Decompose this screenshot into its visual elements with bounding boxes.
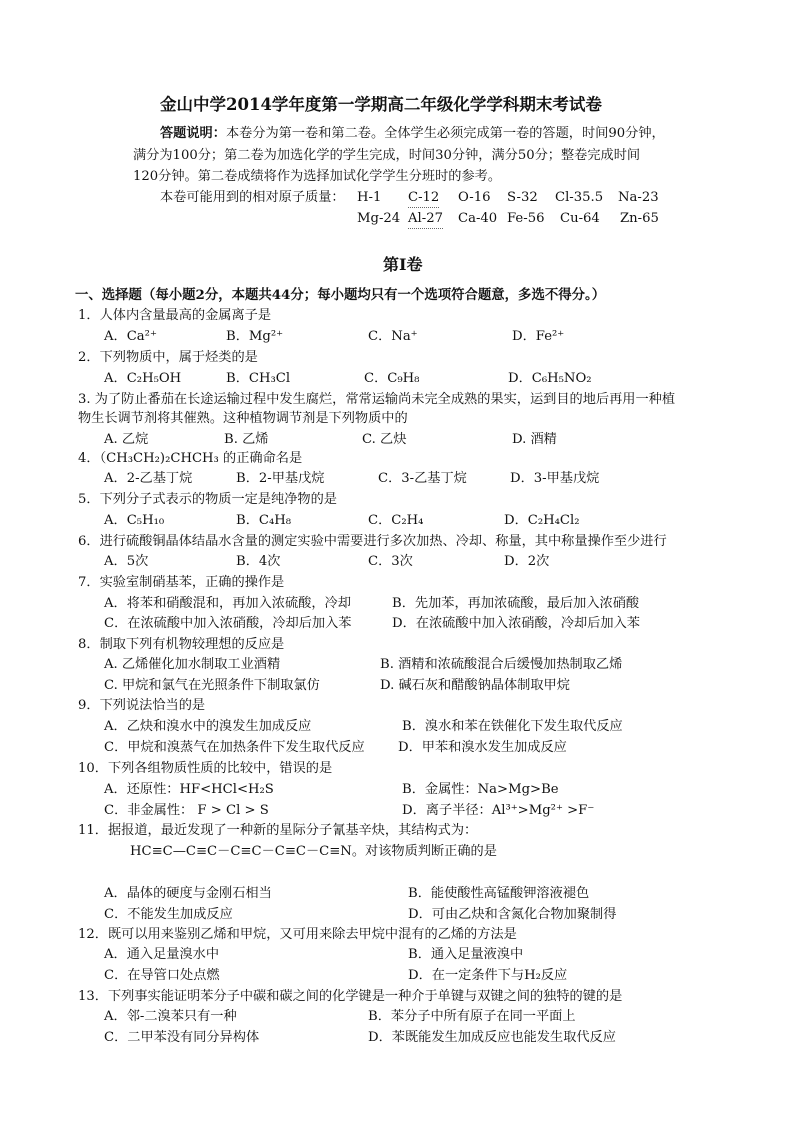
instructions-line2: 满分为100分；第二卷为加选化学的学生完成，时间30分钟，满分50分；整卷完成时间 xyxy=(133,148,641,163)
question-stem: 8．制取下列有机物较理想的反应是 xyxy=(78,637,285,652)
option-b: B．CH₃Cl xyxy=(226,371,291,386)
instructions-text-1: 本卷分为第一卷和第二卷。全体学生必须完成第一卷的答题，时间90分钟， xyxy=(225,126,665,141)
option-b: B．能使酸性高锰酸钾溶液褪色 xyxy=(408,886,590,901)
option-c: C．C₂H₄ xyxy=(368,513,424,528)
option-d: D. 酒精 xyxy=(512,432,557,447)
option-d: D．离子半径：Al³⁺>Mg²⁺ >F⁻ xyxy=(402,803,595,818)
option-b: B．溴水和苯在铁催化下发生取代反应 xyxy=(402,719,623,734)
option-d: D．在一定条件下与H₂反应 xyxy=(408,968,568,983)
atomic-mass-zn: Zn-65 xyxy=(620,211,659,226)
option-c: C．Na⁺ xyxy=(368,329,418,344)
option-c: C．非金属性： F > Cl > S xyxy=(104,803,269,818)
atomic-mass-s: S-32 xyxy=(507,190,538,205)
option-d: D．3-甲基戊烷 xyxy=(510,471,600,486)
option-a: A．还原性：HF<HCl<H₂S xyxy=(104,782,274,797)
section-title: 第Ⅰ卷 xyxy=(383,255,423,274)
atomic-mass-cu: Cu-64 xyxy=(560,211,600,226)
question-stem: 11．据报道，最近发现了一种新的星际分子氰基辛炔，其结构式为： xyxy=(78,823,478,838)
question-stem: 6．进行硫酸铜晶体结晶水含量的测定实验中需要进行多次加热、冷却、称量，其中称量操作至少进行 xyxy=(78,534,667,549)
option-b: B．Mg²⁺ xyxy=(226,329,284,344)
option-a: A．C₂H₅OH xyxy=(104,371,182,386)
option-c: C．3次 xyxy=(368,554,413,569)
option-c: C．3-乙基丁烷 xyxy=(378,471,467,486)
option-a: A. 乙烯催化加水制取工业酒精 xyxy=(104,657,281,672)
option-b: B. 酒精和浓硫酸混合后缓慢加热制取乙烯 xyxy=(380,657,623,672)
atomic-mass-mg: Mg-24 xyxy=(357,211,401,226)
question-stem: 13．下列事实能证明苯分子中碳和碳之间的化学键是一种介于单键与双键之间的独特的键的是 xyxy=(78,989,623,1004)
atomic-mass-na: Na-23 xyxy=(618,190,659,205)
option-a: A．将苯和硝酸混和，再加入浓硫酸，冷却 xyxy=(104,596,351,611)
question-stem: 2．下列物质中，属于烃类的是 xyxy=(78,350,258,365)
option-b: B．4次 xyxy=(236,554,281,569)
option-a: A. 乙烷 xyxy=(104,432,149,447)
option-c: C．在导管口处点燃 xyxy=(104,968,220,983)
atomic-mass-o: O-16 xyxy=(458,190,491,205)
option-d: D．2次 xyxy=(504,554,550,569)
instructions-line3: 120分钟。第二卷成绩将作为选择加试化学学生分班时的参考。 xyxy=(133,169,502,184)
option-a: A．晶体的硬度与金刚石相当 xyxy=(104,886,272,901)
option-d: D．甲苯和溴水发生加成反应 xyxy=(398,740,567,755)
option-c: C．在浓硫酸中加入浓硝酸，冷却后加入苯 xyxy=(104,616,352,631)
instructions-line1 xyxy=(160,125,665,143)
atomic-mass-label: 本卷可能用到的相对原子质量： xyxy=(160,190,345,205)
exam-title: 金山中学2014学年度第一学期高二年级化学学科期末考试卷 xyxy=(160,95,602,114)
question-stem: 9．下列说法恰当的是 xyxy=(78,698,206,713)
option-c: C．不能发生加成反应 xyxy=(104,907,233,922)
question-stem-continued: 物生长调节剂将其催熟。这种植物调节剂是下列物质中的 xyxy=(78,411,408,426)
question-stem: 4．（CH₃CH₂)₂CHCH₃ 的正确命名是 xyxy=(78,451,303,466)
question-stem: 1．人体内含量最高的金属离子是 xyxy=(78,308,272,323)
option-a: A．邻-二溴苯只有一种 xyxy=(104,1009,237,1024)
option-c: C．二甲苯没有同分异构体 xyxy=(104,1030,260,1045)
option-b: B．C₄H₈ xyxy=(236,513,292,528)
atomic-mass-al: Al-27 xyxy=(408,210,443,229)
option-b: B. 乙烯 xyxy=(224,432,269,447)
option-d: D. 碱石灰和醋酸钠晶体制取甲烷 xyxy=(380,678,570,693)
option-a: A．5次 xyxy=(104,554,149,569)
instructions-label: 答题说明： xyxy=(160,126,226,141)
option-a: A．C₅H₁₀ xyxy=(104,513,165,528)
option-c: C. 甲烷和氯气在光照条件下制取氯仿 xyxy=(104,678,320,693)
option-c: C. 乙炔 xyxy=(362,432,407,447)
option-a: A．乙炔和溴水中的溴发生加成反应 xyxy=(104,719,312,734)
option-d: D．苯既能发生加成反应也能发生取代反应 xyxy=(368,1030,616,1045)
option-d: D．Fe²⁺ xyxy=(512,329,565,344)
option-c: C．甲烷和溴蒸气在加热条件下发生取代反应 xyxy=(104,740,365,755)
atomic-mass-ca: Ca-40 xyxy=(458,211,498,226)
atomic-mass-cl: Cl-35.5 xyxy=(555,190,604,205)
question-stem: 5．下列分子式表示的物质一定是纯净物的是 xyxy=(78,492,337,507)
question-stem: 7．实验室制硝基苯，正确的操作是 xyxy=(78,575,285,590)
part-heading: 一、选择题（每小题2分，本题共44分；每小题均只有一个选项符合题意，多选不得分。） xyxy=(75,287,606,303)
option-b: B．通入足量液溴中 xyxy=(408,947,524,962)
option-d: D．C₆H₅NO₂ xyxy=(508,371,592,386)
atomic-mass-c: C-12 xyxy=(408,189,439,208)
option-a: A．通入足量溴水中 xyxy=(104,947,220,962)
question-stem: 10．下列各组物质性质的比较中，错误的是 xyxy=(78,761,333,776)
question-stem: 12．既可以用来鉴别乙烯和甲烷，又可用来除去甲烷中混有的乙烯的方法是 xyxy=(78,927,517,942)
option-d: D．在浓硫酸中加入浓硝酸，冷却后加入苯 xyxy=(392,616,640,631)
option-d: D．C₂H₄Cl₂ xyxy=(504,513,580,528)
option-b: B．金属性：Na>Mg>Be xyxy=(402,782,559,797)
option-a: A．Ca²⁺ xyxy=(104,329,157,344)
atomic-mass-fe: Fe-56 xyxy=(507,211,545,226)
option-b: B．苯分子中所有原子在同一平面上 xyxy=(368,1009,576,1024)
option-d: D．可由乙炔和含氮化合物加聚制得 xyxy=(408,907,617,922)
option-b: B．先加苯，再加浓硫酸，最后加入浓硝酸 xyxy=(392,596,640,611)
option-a: A．2-乙基丁烷 xyxy=(104,471,193,486)
atomic-mass-h: H-1 xyxy=(357,190,382,205)
option-b: B．2-甲基戊烷 xyxy=(236,471,325,486)
structural-formula: HC≡C—C≡C－C≡C－C≡C－C≡N。对该物质判断正确的是 xyxy=(130,844,497,859)
question-stem: 3. 为了防止番茄在长途运输过程中发生腐烂，常常运输尚未完全成熟的果实，运到目的地后再用一种植 xyxy=(78,392,676,407)
option-c: C．C₉H₈ xyxy=(364,371,420,386)
